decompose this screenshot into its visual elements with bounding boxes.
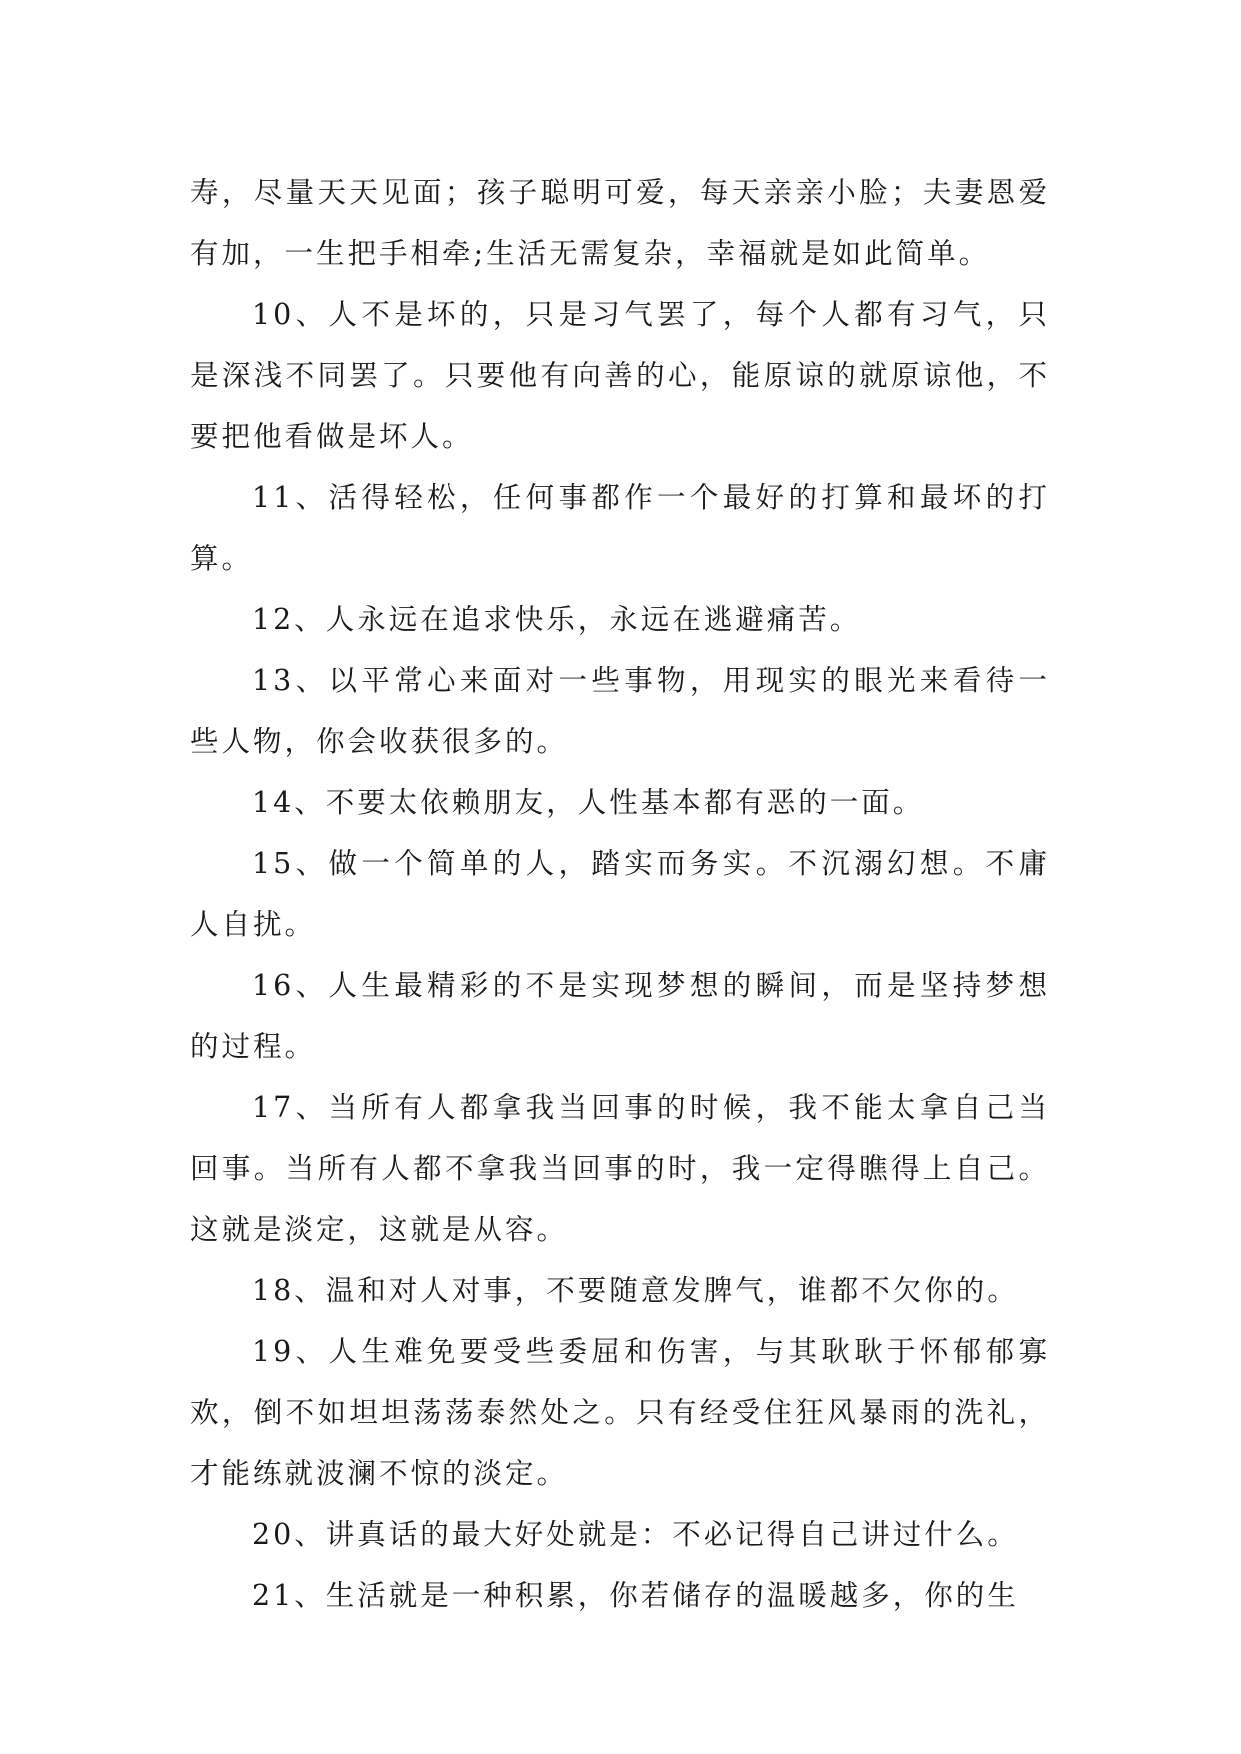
paragraph-item-15: 15、做一个简单的人，踏实而务实。不沉溺幻想。不庸人自扰。 (190, 847, 1050, 941)
paragraph-item-17: 17、当所有人都拿我当回事的时候，我不能太拿自己当回事。当所有人都不拿我当回事的时，我一定得瞧得上自己。这就是淡定，这就是从容。 (190, 1091, 1050, 1246)
paragraph-item-11: 11、活得轻松，任何事都作一个最好的打算和最坏的打算。 (190, 481, 1050, 575)
document-body (190, 162, 1050, 1626)
paragraph-item-13: 13、以平常心来面对一些事物，用现实的眼光来看待一些人物，你会收获很多的。 (190, 664, 1050, 758)
paragraph-item-21: 21、生活就是一种积累，你若储存的温暖越多，你的生 (252, 1579, 1019, 1612)
paragraph-item-12: 12、人永远在追求快乐，永远在逃避痛苦。 (252, 603, 862, 636)
paragraph-item-14: 14、不要太依赖朋友，人性基本都有恶的一面。 (252, 786, 925, 819)
paragraph-item-19: 19、人生难免要受些委屈和伤害，与其耿耿于怀郁郁寡欢，倒不如坦坦荡荡泰然处之。只有经受住狂风暴雨的洗礼，才能练就波澜不惊的淡定。 (190, 1335, 1050, 1490)
paragraph-item-10: 10、人不是坏的，只是习气罢了，每个人都有习气，只是深浅不同罢了。只要他有向善的心，能原谅的就原谅他，不要把他看做是坏人。 (190, 298, 1050, 453)
paragraph-item-18: 18、温和对人对事，不要随意发脾气，谁都不欠你的。 (252, 1274, 1019, 1307)
paragraph-item-16: 16、人生最精彩的不是实现梦想的瞬间，而是坚持梦想的过程。 (190, 969, 1050, 1063)
paragraph-continuation: 寿，尽量天天见面；孩子聪明可爱，每天亲亲小脸；夫妻恩爱有加，一生把手相牵;生活无需复杂，幸福就是如此简单。 (190, 176, 1050, 270)
paragraph-item-20: 20、讲真话的最大好处就是：不必记得自己讲过什么。 (252, 1518, 1019, 1551)
